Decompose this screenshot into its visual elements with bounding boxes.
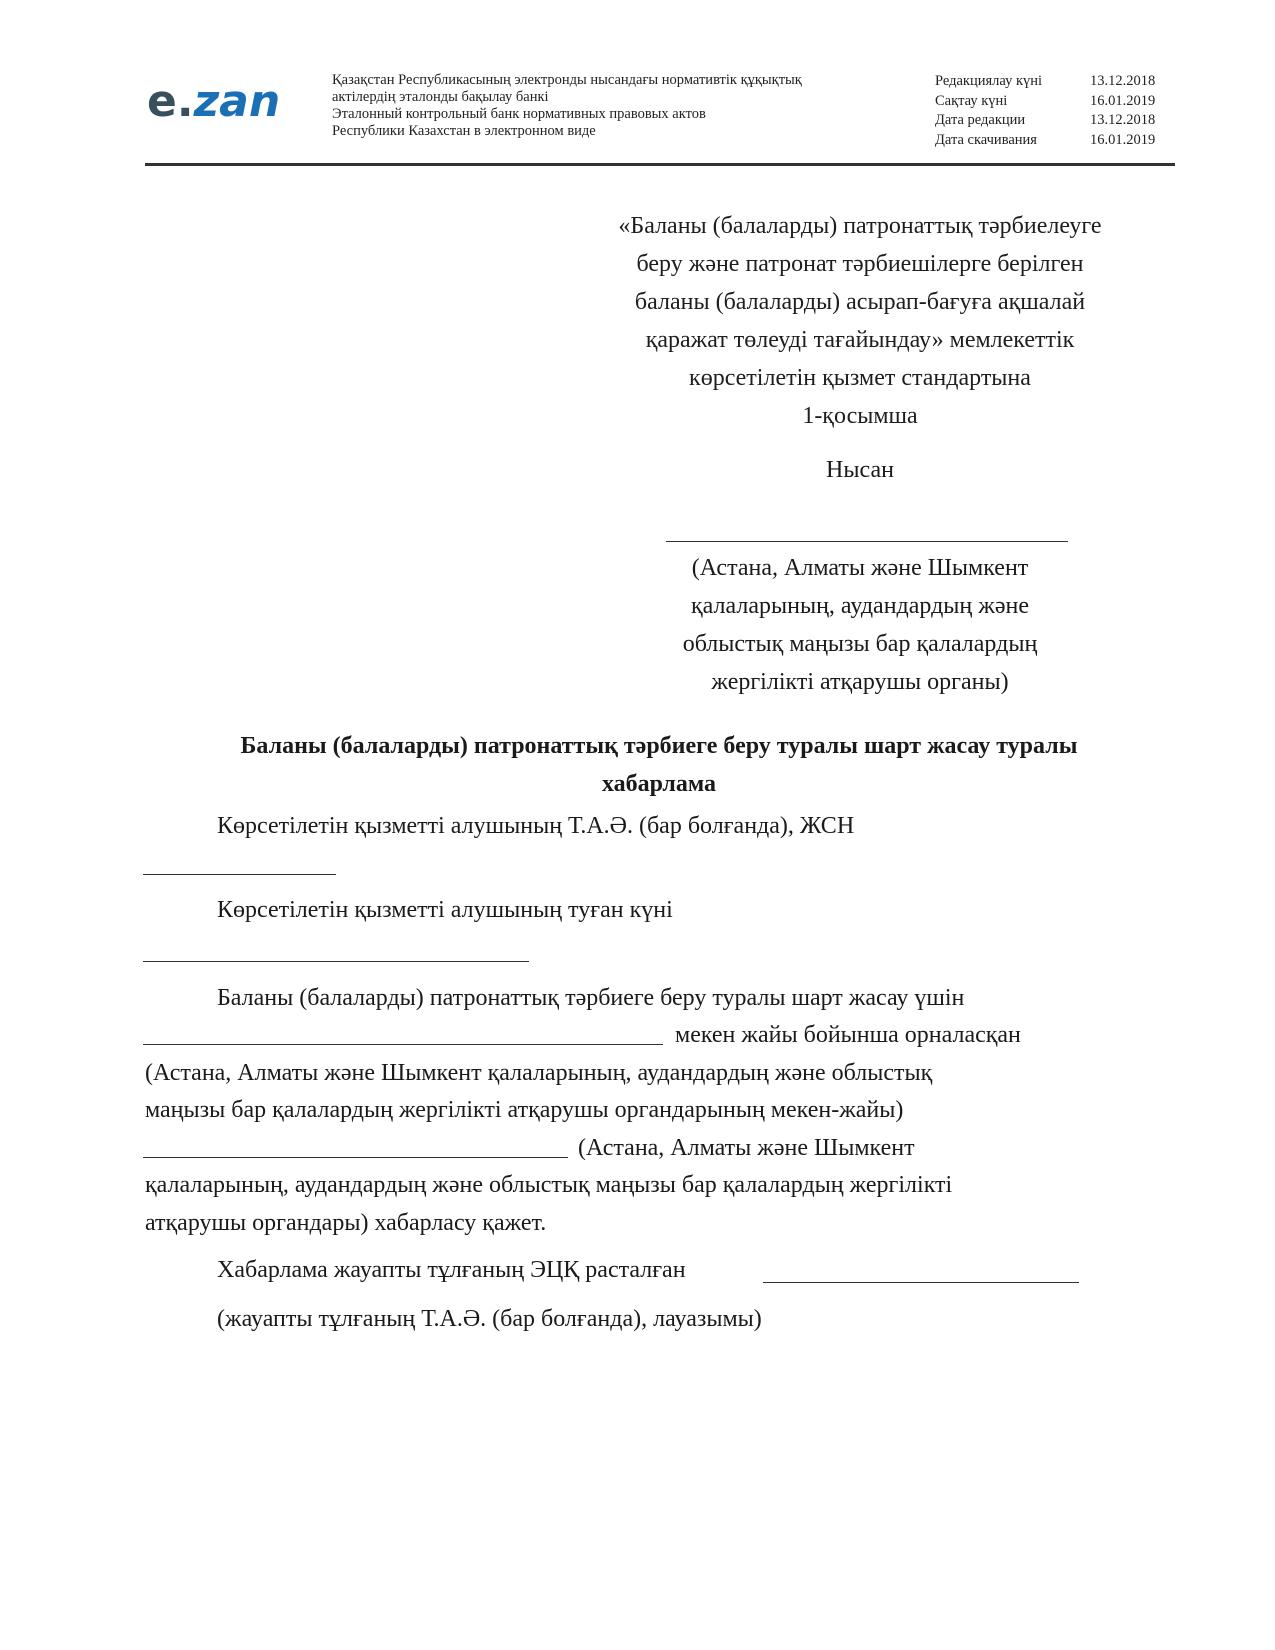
signature-label: Хабарлама жауапты тұлғаның ЭЦҚ расталған	[217, 1257, 686, 1283]
recipient-name-blank	[143, 874, 336, 875]
header-org-line: Эталонный контрольный банк нормативных правовых актов	[332, 106, 706, 122]
annex-line: беру және патронат тәрбиешілерге берілген	[636, 251, 1084, 277]
body-paragraph-line: маңызы бар қалалардың жергілікті атқарушы органдарының мекен-жайы)	[145, 1097, 904, 1123]
org-caption-line: жергілікті атқарушы органы)	[711, 669, 1009, 695]
recipient-name-label: Көрсетілетін қызметті алушының Т.А.Ә. (бар болғанда), ЖСН	[217, 813, 855, 839]
responsible-person-caption: (жауапты тұлғаның Т.А.Ә. (бар болғанда), лауазымы)	[217, 1306, 762, 1332]
body-paragraph-line: Баланы (балаларды) патронаттық тәрбиеге беру туралы шарт жасау үшін	[217, 985, 965, 1011]
form-label: Нысан	[826, 457, 894, 483]
date-label: Редакциялау күні	[935, 73, 1043, 89]
header-org-line: Республики Казахстан в электронном виде	[332, 123, 596, 139]
org-caption-line: облыстық маңызы бар қалалардың	[682, 631, 1038, 657]
body-paragraph-line: мекен жайы бойынша орналасқан	[675, 1022, 1021, 1048]
date-label: Дата скачивания	[935, 131, 1037, 148]
body-paragraph-line: қалаларының, аудандардың және облыстық маңызы бар қалалардың жергілікті	[145, 1172, 953, 1198]
annex-line: көрсетілетін қызмет стандартына	[689, 365, 1031, 391]
title-line: хабарлама	[601, 771, 717, 797]
title-line: Баланы (балаларды) патронаттық тәрбиеге беру туралы шарт жасау туралы	[240, 733, 1078, 759]
date-row	[935, 131, 1185, 151]
org-caption-line: (Астана, Алматы және Шымкент	[691, 555, 1029, 581]
annex-reference	[560, 207, 1160, 435]
ezan-logo: e.zan	[147, 76, 281, 127]
header-dates	[935, 72, 1185, 150]
recipient-org-blank	[666, 541, 1068, 542]
address-blank	[143, 1044, 663, 1045]
date-row	[935, 72, 1185, 92]
date-label: Дата редакции	[935, 112, 1026, 128]
body-paragraph-line: атқарушы органдары) хабарласу қажет.	[145, 1210, 547, 1236]
annex-line: «Баланы (балаларды) патронаттық тәрбиелеуге	[618, 213, 1102, 239]
header-org-line: актілердің эталонды бақылау банкі	[332, 89, 549, 105]
header-org-line: Қазақстан Республикасының электронды нысандағы нормативтік құқықтық	[332, 72, 802, 88]
document-title	[145, 727, 1173, 803]
recipient-org-caption	[560, 549, 1160, 701]
date-value: 16.01.2019	[1090, 92, 1156, 109]
recipient-birthdate-blank	[143, 961, 529, 962]
org-caption-line: қалаларының, аудандардың және	[690, 593, 1029, 619]
recipient-birthdate-label: Көрсетілетін қызметті алушының туған күні	[217, 897, 673, 923]
date-value: 16.01.2019	[1090, 131, 1156, 148]
contact-blank	[143, 1157, 568, 1158]
body-paragraph-line: (Астана, Алматы және Шымкент	[578, 1135, 915, 1161]
date-value: 13.12.2018	[1090, 73, 1156, 89]
annex-line: баланы (балаларды) асырап-бағуға ақшалай	[634, 289, 1086, 315]
header-org-lines	[332, 72, 892, 140]
header-divider	[145, 163, 1175, 166]
body-paragraph-line: (Астана, Алматы және Шымкент қалаларының, аудандардың және облыстық	[145, 1060, 933, 1086]
document-header	[145, 66, 1173, 164]
date-value: 13.12.2018	[1090, 112, 1156, 128]
date-row	[935, 92, 1185, 112]
date-row	[935, 111, 1185, 131]
annex-line: қаражат төлеуді тағайындау» мемлекеттік	[645, 327, 1075, 353]
annex-line: 1-қосымша	[802, 403, 918, 429]
signature-blank	[763, 1282, 1079, 1283]
date-label: Сақтау күні	[935, 92, 1008, 109]
